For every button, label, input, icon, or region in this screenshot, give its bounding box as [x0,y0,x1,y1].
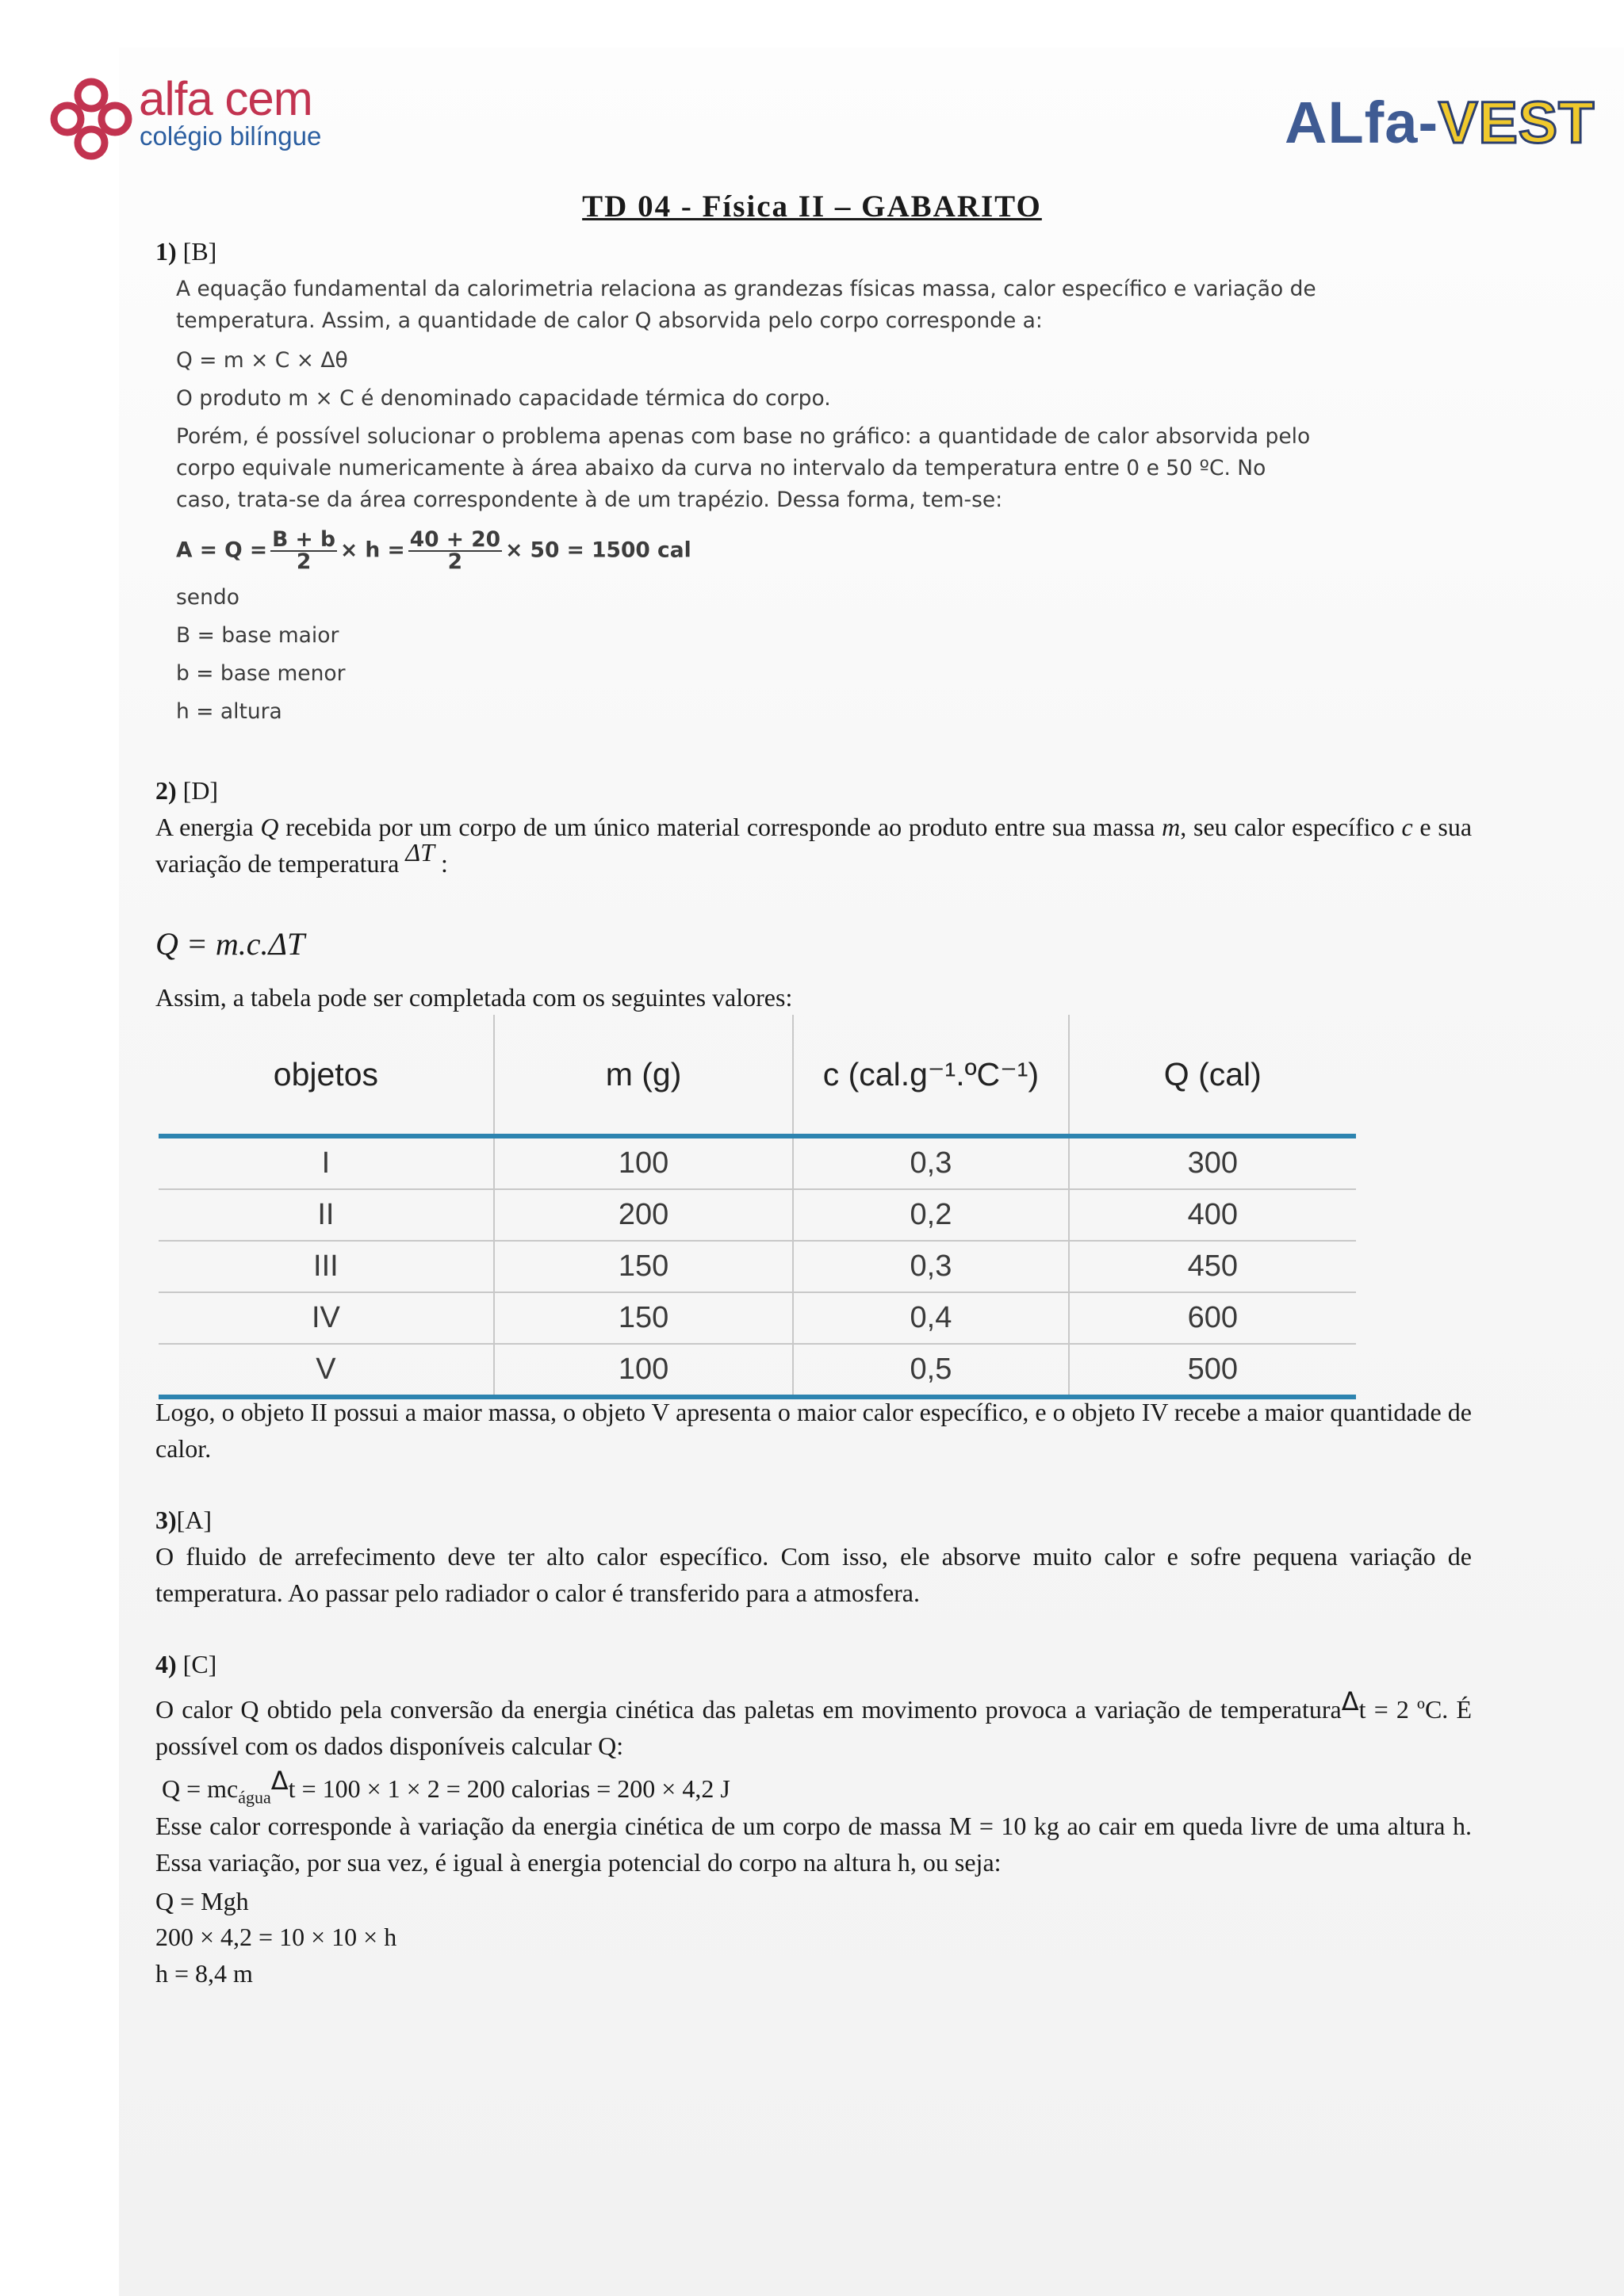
table-cell: 450 [1069,1241,1356,1292]
table-cell: 0,3 [793,1241,1068,1292]
q4-equation-3: 200 × 4,2 = 10 × 10 × h [155,1923,397,1951]
q1-eq2-frac2-den: 2 [447,549,463,574]
q4-equation-2: Q = Mgh [155,1887,249,1915]
table-cell: 300 [1069,1136,1356,1189]
table-header-heat: Q (cal) [1069,1015,1356,1136]
q1-paragraph-1: A equação fundamental da calorimetria relaciona as grandezas físicas massa, calor específico e variação de temperatura. Assim, a quantidade de calor Q absorvida pelo corpo corresponde a: [176,277,1316,333]
q1-paragraph-2: O produto m × C é denominado capacidade térmica do corpo. [176,386,831,411]
q1-eq2-fraction-2 [408,527,502,574]
q4-eq1-delta: Δ [270,1766,289,1796]
q3-answer: [A] [176,1506,213,1534]
q4-heading [155,1649,216,1679]
q1-eq2-frac1-num: B + b [272,527,335,552]
q4-eq1-sub: água [238,1787,271,1808]
q2-formula: Q = m.c.ΔT [155,926,305,962]
q2-answer: [D] [182,776,219,805]
q1-definition-3: h = altura [176,699,282,724]
table-cell: 0,3 [793,1136,1068,1189]
document-title: TD 04 - Física II – GABARITO [582,189,1042,224]
q1-sendo: sendo [176,585,239,610]
q2-paragraph-1 [155,809,1472,882]
q2-p1-d: e sua variação de temperatura [155,813,1473,878]
q3-heading [155,1505,212,1535]
q4-paragraph-1 [155,1686,1473,1764]
q1-definition-1: B = base maior [176,623,339,648]
brand-name: alfa cem [139,72,312,125]
table-cell: V [159,1344,494,1397]
q1-equation-2 [176,527,1326,574]
q3-paragraph-1: O fluido de arrefecimento deve ter alto calor específico. Com isso, ele absorve muito calor e sofre pequena variação de temperatura. Ao passar pelo radiador o calor é transferido para a atmosfera. [155,1542,1472,1607]
q2-p1-m: m [1162,813,1181,841]
q4-eq1-b: t = 100 × 1 × 2 = 200 calorias = 200 × 4,2 J [288,1774,730,1803]
q1-paragraph-3: Porém, é possível solucionar o problema apenas com base no gráfico: a quantidade de calor absorvida pelo corpo equivale numericamente à área abaixo da curva no intervalo da temperatura entre 0 e 50 ºC. No caso, trata-se da área correspondente à de um trapézio. Dessa forma, tem-se: [176,424,1311,512]
logo-right-part-b: VEST [1438,90,1595,155]
table-cell: 150 [494,1241,794,1292]
table-cell: IV [159,1292,494,1344]
q1-answer: [B] [182,237,217,266]
q4-number: 4) [155,1650,177,1678]
table-row [159,1136,1356,1189]
q4-answer: [C] [182,1650,217,1678]
table-row [159,1241,1356,1292]
table-row [159,1344,1356,1397]
q4-eq1-a: Q = mc [162,1774,239,1803]
table-row [159,1292,1356,1344]
q4-paragraph-2: Esse calor corresponde à variação da energia cinética de um corpo de massa M = 10 kg ao cair em queda livre de uma altura h. Essa variação, por sua vez, é igual à energia potencial do corpo na altura h, ou seja: [155,1812,1472,1877]
q2-paragraph-2: Assim, a tabela pode ser completada com os seguintes valores: [155,983,793,1012]
table-cell: 200 [494,1189,794,1241]
q2-number: 2) [155,776,177,805]
q1-heading [155,236,216,266]
q4-p1-end: t = 2 ºC. É possível com os dados disponíveis calcular Q: [155,1695,1473,1760]
q4-p1-delta: Δ [1341,1686,1359,1716]
table-cell: 500 [1069,1344,1356,1397]
q1-eq2-suffix: × 50 = 1500 cal [505,538,691,563]
table-row [159,1189,1356,1241]
table-cell: II [159,1189,494,1241]
q1-eq2-frac1-den: 2 [296,549,312,574]
q2-p1-cc: c [1401,813,1413,841]
q2-heading [155,775,218,806]
table-header-mass: m (g) [494,1015,794,1136]
table-header-row [159,1015,1356,1136]
q2-data-table [159,1015,1356,1399]
q2-p1-q: Q [260,813,279,841]
q4-p1: O calor Q obtido pela conversão da energia cinética das paletas em movimento provoca a variação de temperatura [155,1695,1342,1724]
table-cell: I [159,1136,494,1189]
q1-eq2-frac2-num: 40 + 20 [409,527,501,552]
q1-definition-2: b = base menor [176,661,346,686]
table-header-specific-heat: c (cal.g⁻¹.ºC⁻¹) [793,1015,1068,1136]
q1-eq2-mid: × h = [339,538,405,563]
q4-equation-4: h = 8,4 m [155,1959,253,1988]
q2-p1-a: A energia [155,813,261,841]
logo-right-part-a: ALfa- [1285,90,1439,155]
q2-p1-delta-t: ΔT [405,838,435,867]
table-header-objetos: objetos [159,1015,494,1136]
q2-p1-c: , seu calor específico [1180,813,1402,841]
table-cell: 400 [1069,1189,1356,1241]
q1-eq2-prefix: A = Q = [176,538,268,563]
q2-p1-b: recebida por um corpo de um único material corresponde ao produto entre sua massa [278,813,1162,841]
q2-paragraph-3: Logo, o objeto II possui a maior massa, o objeto V apresenta o maior calor específico, e o objeto IV recebe a maior quantidade de calor. [155,1398,1472,1463]
q1-number: 1) [155,237,177,266]
table-cell: 100 [494,1136,794,1189]
table-cell: 100 [494,1344,794,1397]
table-cell: 0,2 [793,1189,1068,1241]
q2-p1-e: : [434,849,448,878]
alfa-vest-logo [1285,90,1595,155]
q1-eq2-fraction-1 [270,527,337,574]
q1-equation-1: Q = m × C × Δθ [176,348,348,373]
table-cell: 0,5 [793,1344,1068,1397]
table-cell: III [159,1241,494,1292]
table-cell: 600 [1069,1292,1356,1344]
table-cell: 150 [494,1292,794,1344]
q3-number: 3) [155,1506,177,1534]
table-cell: 0,4 [793,1292,1068,1344]
brand-subtitle: colégio bilíngue [140,121,322,151]
